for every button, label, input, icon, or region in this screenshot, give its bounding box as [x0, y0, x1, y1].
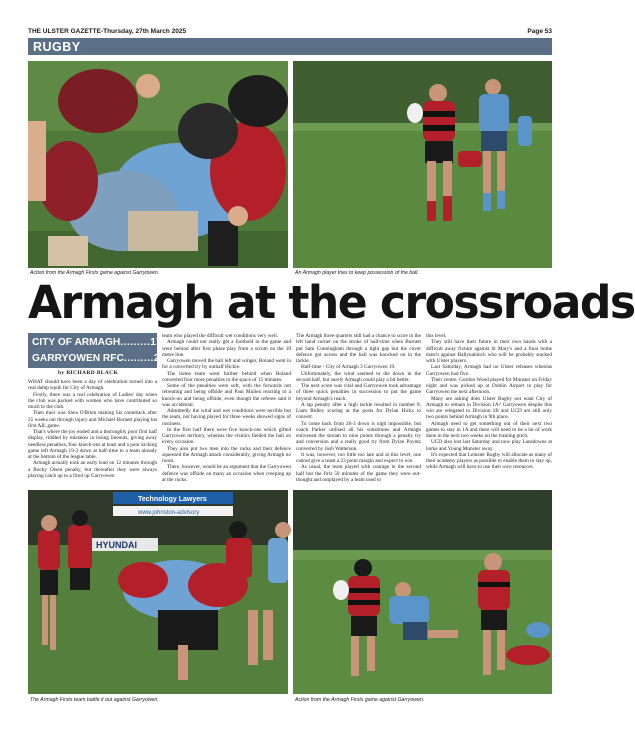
- section-title: RUGBY: [33, 39, 81, 54]
- paragraph: The home team went further behind when Boland converted four more penalties in the space of 15 minutes.: [162, 370, 291, 383]
- score-row-away: [32, 351, 166, 367]
- paragraph: Half-time - City of Armagh 3 Garryowen 19.: [301, 364, 396, 371]
- score-dots-away: .........: [123, 352, 154, 364]
- score-row-home: [32, 335, 162, 351]
- paragraph: Firstly, there was a real celebration of Ladies' day when the club was packed with women who have contributed so much to the club.: [28, 391, 157, 410]
- paragraph: UCD also lost last Saturday and now play Lansdowne at home and Young Munster away.: [426, 439, 552, 452]
- score-team-away: GARRYOWEN RFC: [32, 352, 124, 364]
- photo-scrum: [28, 61, 288, 268]
- headline: Armagh at the crossroads: [28, 276, 635, 329]
- paragraph: WHAT should have been a day of celebration turned into a real damp squib for City of Armagh.: [28, 379, 157, 392]
- paragraph: To come back from 26-3 down is nigh impossible, but coach Parker utilised all his substitutes and Armagh enlivened the stream to nine points through a penalty try and conversion and a really good try from Dylan Poyntz converted by Josh Watterson.: [296, 420, 421, 452]
- caption-bottom-left: The Armagh Firsts team battle it out against Garryowen.: [30, 697, 159, 703]
- score-dots-home: .........: [120, 337, 151, 348]
- paragraph: Many are asking does Ulster Rugby not want City of Armagh to remain in Division 1A? Garryowen despite this win are relegated to Division 1B and UCD are still only two points behind Armagh in 9th place.: [426, 395, 552, 421]
- paragraph: A tap penalty after a high tackle resulted in number 8, Liam Ridley scoring at the posts for Dylan Hicks to convert.: [296, 401, 421, 421]
- score-team-home: CITY OF ARMAGH: [32, 337, 121, 348]
- paragraph: It's expected that Leinster Rugby will allocate as many of their academy players as possible to enable them to stay up, while Armagh will have to use their own resources.: [426, 451, 552, 471]
- banner-website: www.johnston-advisory: [138, 510, 200, 516]
- paragraph: Their centre, Gordon Wood played for Munster on Friday night and was picked up at Dublin Airport to play for Garryowen the next afternoon.: [426, 376, 552, 396]
- byline: by RICHARD BLACK: [58, 370, 119, 376]
- paragraph: Then their was Shea O'Brien making his comeback after 25 weeks out through injury and Michael Burnett playing his first AIL game.: [28, 410, 157, 429]
- score-box: [28, 333, 166, 368]
- article-column-4: [426, 333, 552, 471]
- paragraph: In the first half there were five knock-ons which gifted Garryowen territory, whereas the visitors fielded the ball on every occasion.: [162, 426, 291, 446]
- caption-bottom-right: Action from the Armagh Firsts game against Garryowen.: [295, 697, 425, 703]
- paragraph: Garryowen moved the ball left and winger, Boland went in for a converted try by outhalf Hickie.: [162, 358, 291, 371]
- paragraph: Last Saturday, Armagh had no Ulster releases whereas Garryowen had five.: [426, 364, 552, 377]
- photo-open-play: [293, 490, 552, 694]
- score-points-home: 17: [150, 337, 162, 348]
- paragraph: Some of the penalties were soft, with the forwards not retreating and being offside and Paul Mullen reacting to a knock-on and being offside, even though the referee said it was accidental.: [162, 383, 291, 408]
- paragraph: this level.: [426, 333, 447, 339]
- page-number: Page 53: [527, 27, 552, 35]
- banner-hyundai: HYUNDAI: [96, 540, 138, 550]
- paragraph: Armagh actually took an early lead on 12 minutes through a Rocky Olsen penalty, but thereafter they were always playing catch up to a fired up Garryowen: [28, 460, 157, 479]
- paragraph: Armagh could not really get a foothold in the game and were behind after first phase play from a scrum on the 10 metre line.: [162, 339, 291, 358]
- paragraph: There, however, would be an argument that the Garryowen defence was offside on many an occasion when creeping up at the rucks.: [162, 464, 291, 483]
- paragraph: It was, however, too little too late and at this level, one cannot give a team a 23 point margin and expect to win.: [296, 451, 421, 464]
- section-header: [28, 38, 552, 55]
- paragraph: The next score was vital and Garryowen took advantage of three quick penalties in succession to put the game beyond Armagh's reach.: [296, 383, 421, 402]
- caption-top-left: Action from the Armagh Firsts game against Garryowen.: [30, 270, 160, 276]
- paragraph: The Armagh three quarters still had a chance to score in the left hand corner on the stroke of half-time when Burnett put Sam Cunningham through a tight gap but the cover defence got across and the ball was knocked on in the tackle.: [296, 333, 421, 364]
- masthead-publication: THE ULSTER GAZETTE-Thursday, 27th March 2025: [28, 27, 187, 35]
- score-points-away: 26: [153, 352, 166, 364]
- paragraph: As usual, the team played with courage in the second half but the first 50 minutes of the game they were out-thought and outplayed by a team used to: [296, 464, 421, 483]
- paragraph: team who played the difficult wet conditions very well.: [162, 333, 279, 339]
- masthead: [28, 25, 552, 37]
- paragraph: Admittedly the wind and wet conditions were terrible but the team, not having played for three weeks showed signs of rustiness.: [162, 408, 291, 427]
- caption-top-right: An Armagh player tries to keep possession of the ball.: [295, 270, 419, 276]
- article-column-3: [296, 333, 421, 483]
- paragraph: They also put two men into the rucks and their defence squeezed the Armagh attack considerably, giving Armagh no room.: [162, 445, 291, 464]
- article-column-2: [162, 333, 291, 483]
- paragraph: Unfortunately, the wind seemed to die down in the second half, but surely Armagh could play a bit better.: [296, 370, 421, 383]
- article-column-1: [28, 379, 157, 479]
- photo-ball-carrier: [293, 61, 552, 268]
- paragraph: That's where the joy ended and a thoroughly poor first half display, riddled by mistakes in losing lineouts, giving away needless penalties, four knock-ons at least and a poor kicking game left Armagh 19-3 down at half-time to a team already at the bottom of the league table.: [28, 429, 157, 460]
- photo-ruck: [28, 490, 288, 694]
- paragraph: They still have their future in their own hands with a difficult away fixture against St Mary's and a final home match against Ballynahinch who will be probably stacked with Ulster players.: [426, 339, 552, 364]
- paragraph: Armagh need to get something out of their next two games to stay in 1A and there will need to be a lot of work done in the next two weeks on the training pitch.: [426, 420, 552, 439]
- banner-technology-lawyers: Technology Lawyers: [138, 496, 207, 503]
